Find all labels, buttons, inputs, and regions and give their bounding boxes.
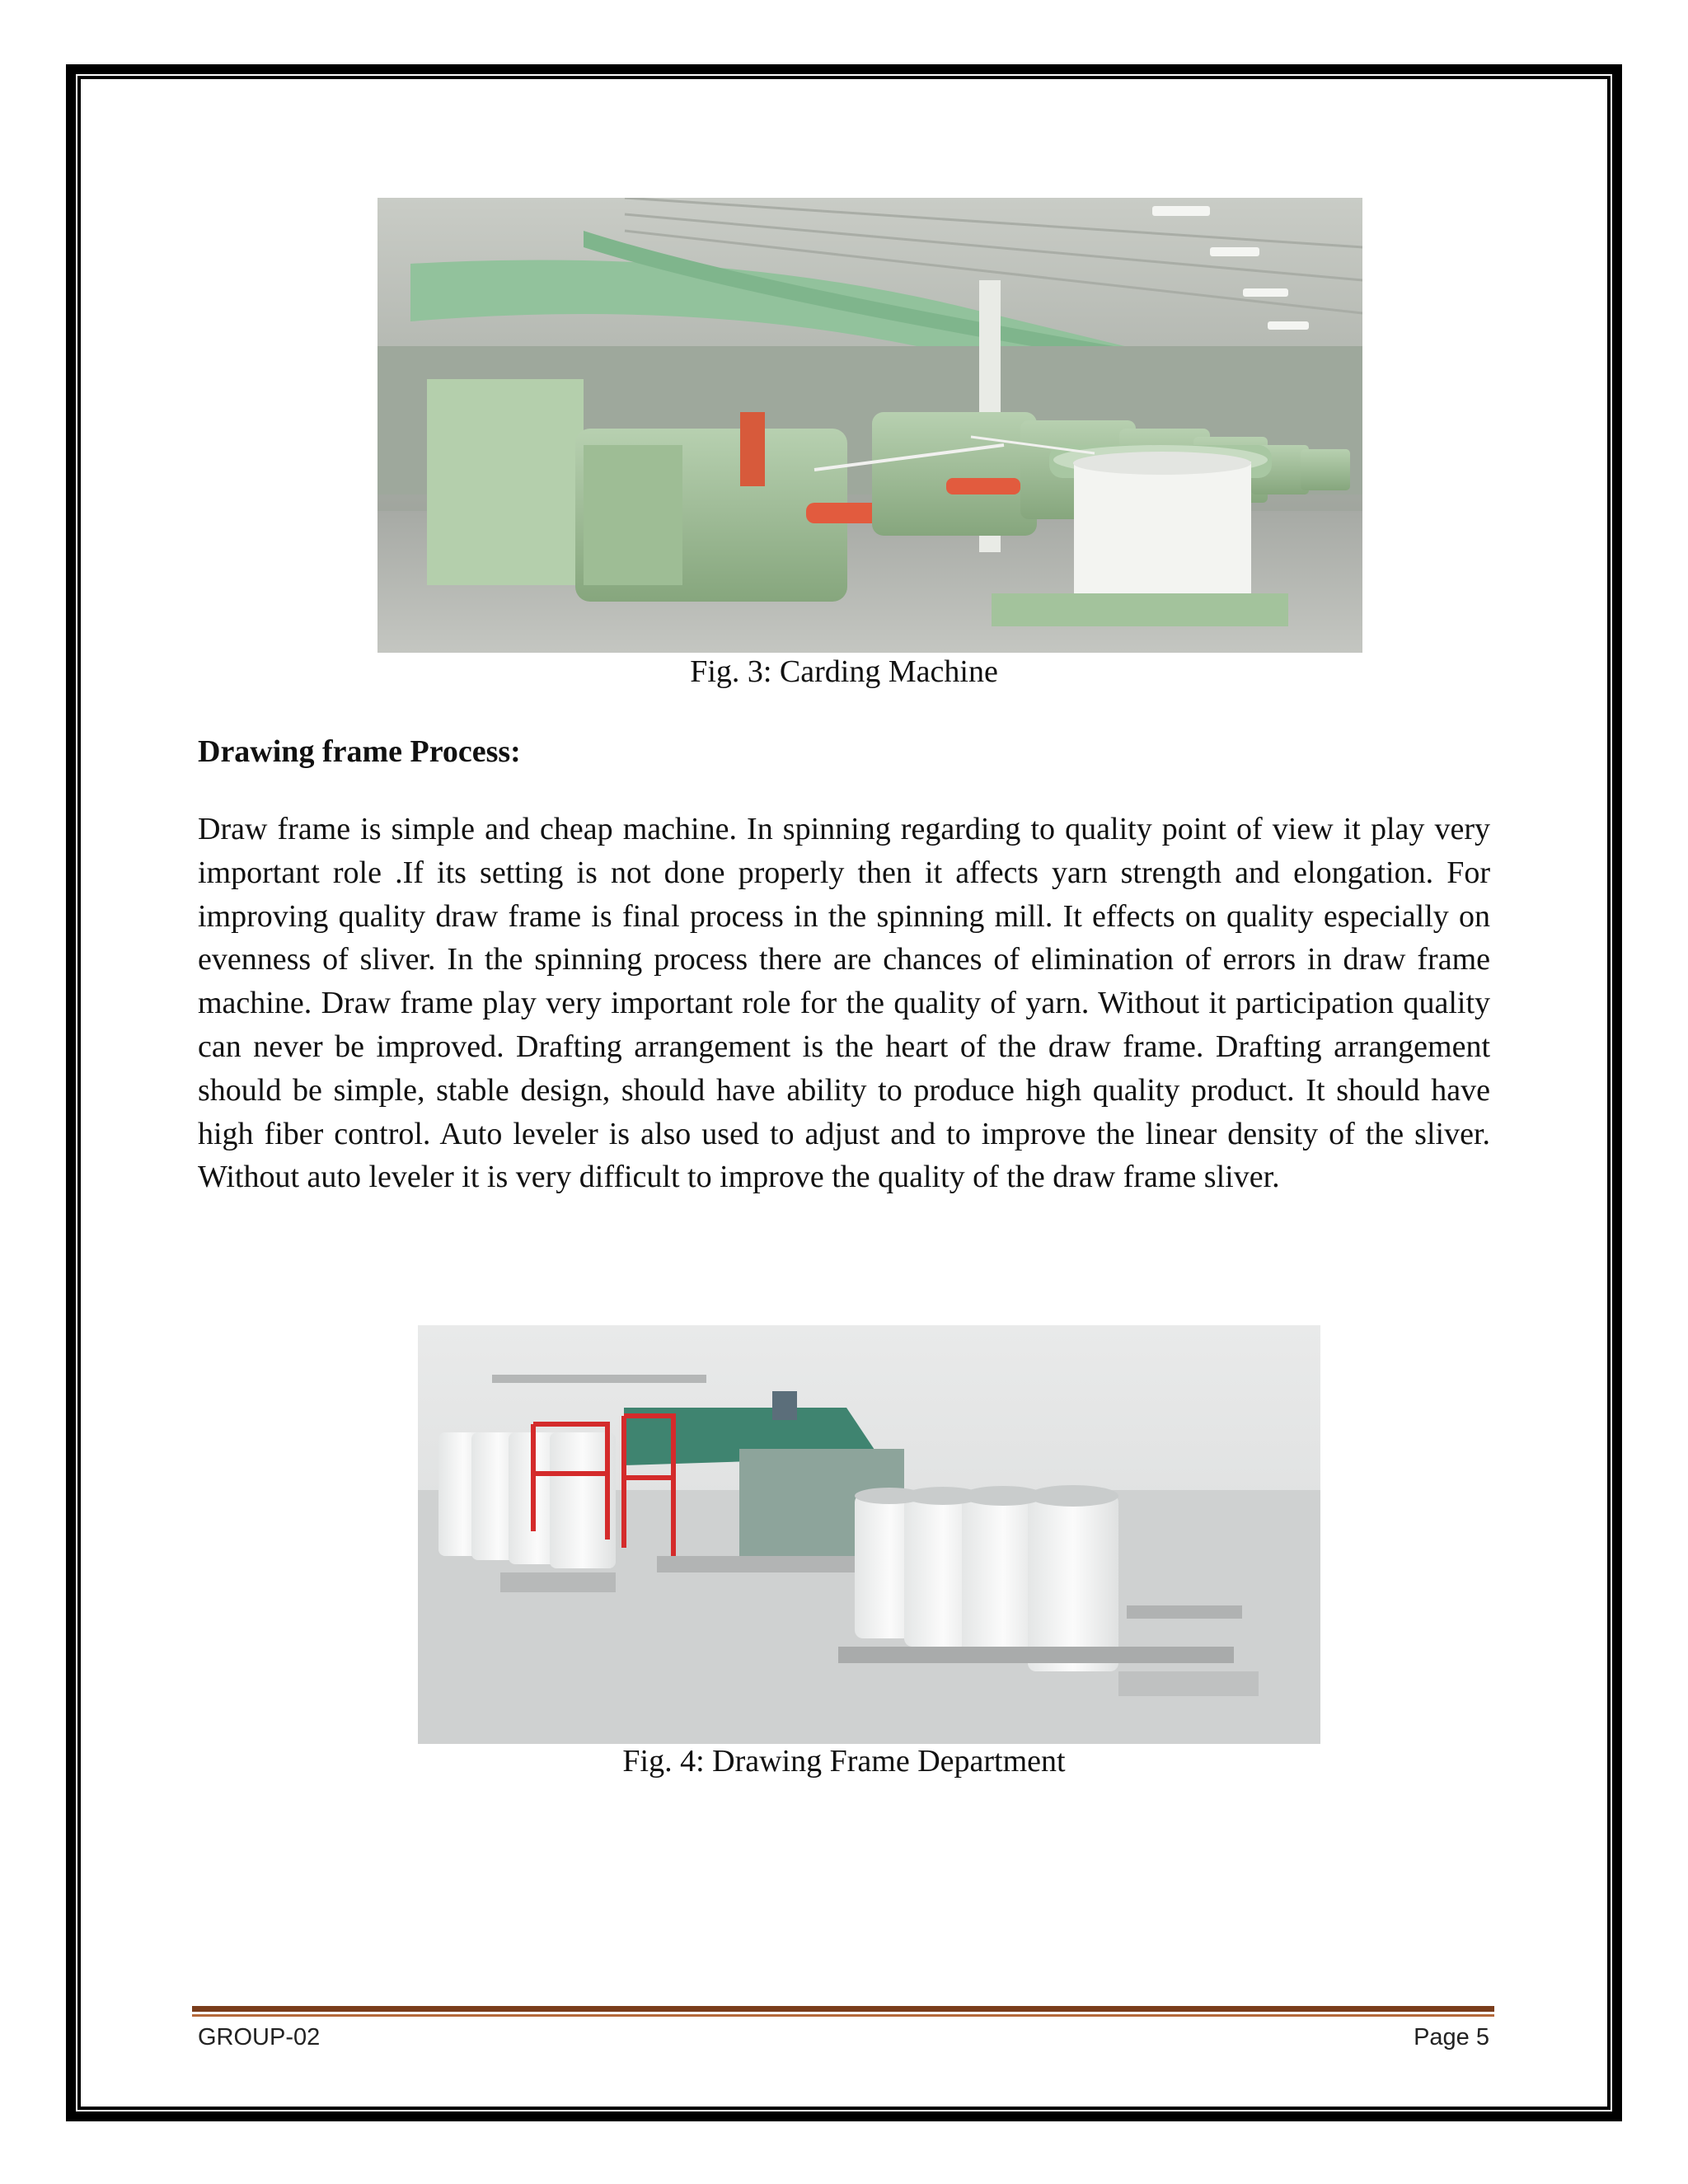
figure-3-caption: Fig. 3: Carding Machine xyxy=(690,654,998,689)
figure-4-caption: Fig. 4: Drawing Frame Department xyxy=(622,1744,1066,1779)
body-paragraph: Draw frame is simple and cheap machine. In spinning regarding to quality point of view it play very important role .If its setting is not done properly then it affects yarn strength and elongation. For improving quality draw frame is final process in the spinning mill. It effects on quality especially on evenness of sliver. In the spinning process there are chances of elimination of errors in draw frame machine. Draw frame play very important role for the quality of yarn. Without it participation quality can never be improved. Drafting arrangement is the heart of the draw frame. Drafting arrangement should be simple, stable design, should have ability to produce high quality product. It should have high fiber control. Auto leveler is also used to adjust and to improve the linear density of the sliver. Without auto leveler it is very difficult to improve the quality of the draw frame sliver. xyxy=(198,812,1490,1195)
carding-machine-photo xyxy=(377,198,1362,653)
section-heading: Drawing frame Process: xyxy=(198,734,521,769)
footer-rule-thick xyxy=(192,2006,1494,2012)
footer-rule-thin xyxy=(192,2014,1494,2017)
footer-group-label: GROUP-02 xyxy=(198,2024,321,2050)
page-number: Page 5 xyxy=(1414,2024,1489,2050)
drawing-frame-photo xyxy=(418,1325,1320,1744)
